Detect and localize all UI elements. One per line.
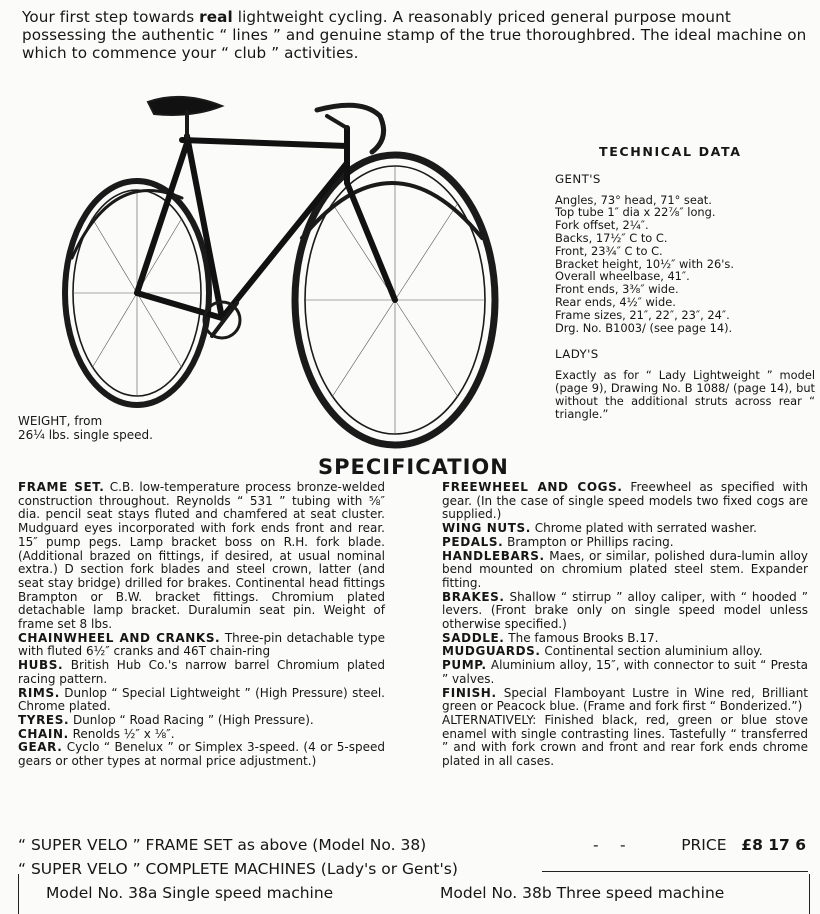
gents-data-line: Rear ends, 4½″ wide. (555, 294, 676, 309)
spec-item-heading: GEAR. (18, 740, 63, 755)
spec-item-text: Cyclo “ Benelux ” or Simplex 3-speed. (4 or 5-speed gears or other types at normal price adjustment.) (18, 740, 385, 769)
intro-text-rest: lightweight cycling. A reasonably priced general purpose mount possessing the authentic “ lines ” and genuine stamp of the true thoroughbred. The ideal machine on which to commence your “ club ” activities. (22, 8, 807, 62)
spec-item-text: C.B. low-temperature process bronze-welded construction throughout. Reynolds “ 531 ” tubing with ⅝″ dia. pencil seat stays fluted and chamfered at seat cluster. Mudguard eyes incorporated with fork ends front and rear. 15″ pump pegs. Lamp bracket boss on R.H. fork blade. (Additional brazed on fittings, if desired, at usual nominal extra.) D section fork blades and steel crown, latter (and seat stay bridge) drilled for brakes. Continental head fittings Brampton or B.W. bracket fittings. Chromium plated detachable lamp bracket. Duralumin seat pin. Weight of frame set 8 lbs. (18, 480, 385, 632)
spec-item-text: Shallow “ stirrup ” alloy caliper, with “ hooded ” levers. (Front brake only on single speed model unless otherwise specified.) (442, 589, 808, 632)
spec-item (18, 687, 385, 714)
spec-item-text: Brampton or Phillips racing. (503, 534, 674, 549)
spec-item-text: Freewheel as specified with gear. (In the case of single speed models two fixed cogs are supplied.) (442, 480, 808, 522)
stem (327, 116, 347, 128)
spec-item-heading: HANDLEBARS. (442, 548, 545, 563)
gents-data-line: Angles, 73° head, 71° seat. (555, 192, 712, 207)
bicycle-illustration (62, 88, 502, 453)
spec-item-heading: FINISH. (442, 685, 497, 700)
intro-paragraph (22, 8, 814, 62)
spec-item (442, 550, 808, 591)
price-value: £8 17 6 (741, 836, 806, 854)
crank (212, 303, 237, 336)
gents-data-line: Top tube 1″ dia x 22⅞″ long. (555, 205, 716, 220)
frame-tubes (137, 128, 395, 318)
leader-dash: - (620, 836, 626, 854)
gents-data-line: Front ends, 3⅜″ wide. (555, 282, 679, 297)
intro-emphasis: real (199, 8, 233, 26)
ladys-data-text: Exactly as for “ Lady Lightweight ” model (page 9), Drawing No. B 1088/ (page 14), but without the additional struts across rear “ triangle.” (555, 368, 815, 421)
spec-item-heading: SADDLE. (442, 630, 505, 645)
model-38a: Model No. 38a Single speed machine (46, 884, 334, 902)
spec-item-text: Maes, or similar, polished dura-lumin alloy bend mounted on chromium plated steel stem. Expander fitting. (442, 548, 808, 590)
spec-item-text: Renolds ½″ x ⅛″. (68, 726, 175, 741)
spec-item-text: Special Flamboyant Lustre in Wine red, Brilliant green or Peacock blue. (Frame and fork first “ Bonderized.”) (442, 685, 808, 714)
intro-text-start: Your first step towards (22, 8, 200, 26)
technical-data (555, 146, 815, 420)
weight-label: WEIGHT, from (18, 414, 103, 428)
spec-item (442, 481, 808, 522)
spec-item (18, 481, 385, 632)
spec-item-heading: MUDGUARDS. (442, 644, 541, 659)
spec-item-text: Dunlop “ Special Lightweight ” (High Pressure) steel. Chrome plated. (18, 685, 385, 714)
spec-item-heading: HUBS. (18, 658, 64, 673)
spec-item (18, 714, 385, 728)
spec-item (442, 714, 808, 769)
gents-data-line: Fork offset, 2¼″. (555, 218, 649, 233)
spec-item-heading: WING NUTS. (442, 521, 531, 536)
spec-item (442, 536, 808, 550)
spec-item-heading: PEDALS. (442, 534, 504, 549)
spec-item-text: Aluminium alloy, 15″, with connector to suit “ Presta ” valves. (442, 658, 808, 686)
spec-item (442, 659, 808, 686)
spec-item-text: Continental section aluminium alloy. (540, 644, 763, 659)
weight-value: 26¼ lbs. single speed. (18, 428, 153, 442)
complete-machines-heading: “ SUPER VELO ” COMPLETE MACHINES (Lady's or Gent's) (18, 860, 458, 878)
gents-data-line: Drg. No. B1003/ (see page 14). (555, 320, 733, 335)
spec-item-heading: BRAKES. (442, 589, 505, 604)
spec-item-heading: PUMP. (442, 658, 487, 673)
ladys-heading: LADY'S (555, 347, 599, 362)
spec-item-text: ALTERNATIVELY: Finished black, red, green or blue stove enamel with single contrasting lines. Tastefully “ transferred ” and with fork crown and front and rear fork ends chrome plated in all cases. (442, 712, 808, 769)
spec-item (18, 741, 385, 768)
specification-column-left (18, 481, 385, 769)
specification-column-right (442, 481, 808, 769)
heading-rule (542, 871, 808, 872)
spec-item-text: Chrome plated with serrated washer. (530, 521, 757, 536)
spec-item (18, 632, 385, 659)
gents-data-line: Bracket height, 10½″ with 26's. (555, 256, 734, 271)
technical-data-title: TECHNICAL DATA (599, 144, 742, 159)
specification-title: SPECIFICATION (318, 455, 509, 479)
spec-item (442, 645, 808, 659)
spec-item-text: Three-pin detachable type with fluted 6½″ cranks and 46T chain-ring (18, 630, 385, 659)
weight-note (18, 414, 153, 442)
spec-item (442, 632, 808, 646)
spec-item (442, 687, 808, 714)
spec-item-heading: FREEWHEEL AND COGS. (442, 480, 623, 494)
leader-dash: - (593, 836, 599, 854)
frame-set-description: “ SUPER VELO ” FRAME SET as above (Model No. 38) (18, 836, 427, 854)
spec-item (18, 659, 385, 686)
gents-data-line: Backs, 17½″ C to C. (555, 230, 668, 245)
gents-data-list (555, 194, 815, 335)
spec-item-heading: CHAINWHEEL AND CRANKS. (18, 630, 221, 645)
spec-item (442, 591, 808, 632)
spec-item (442, 522, 808, 536)
frame-set-price-line (18, 836, 808, 854)
spec-item-heading: FRAME SET. (18, 480, 105, 494)
spec-item-heading: TYRES. (18, 712, 70, 727)
spec-item-text: Dunlop “ Road Racing ” (High Pressure). (69, 712, 314, 727)
gents-heading: GENT'S (555, 171, 601, 186)
spec-item-text: The famous Brooks B.17. (504, 630, 659, 645)
gents-data-line: Front, 23¾″ C to C. (555, 243, 663, 258)
price-label: PRICE (681, 836, 727, 854)
gents-data-line: Overall wheelbase, 41″. (555, 269, 690, 284)
spec-item-heading: RIMS. (18, 685, 60, 700)
gents-data-line: Frame sizes, 21″, 22″, 23″, 24″. (555, 307, 730, 322)
model-38b: Model No. 38b Three speed machine (440, 884, 725, 902)
spec-item-text: British Hub Co.'s narrow barrel Chromium plated racing pattern. (18, 658, 385, 686)
spec-item-heading: CHAIN. (18, 726, 69, 741)
frame-set-price (681, 836, 806, 854)
spec-item (18, 728, 385, 742)
